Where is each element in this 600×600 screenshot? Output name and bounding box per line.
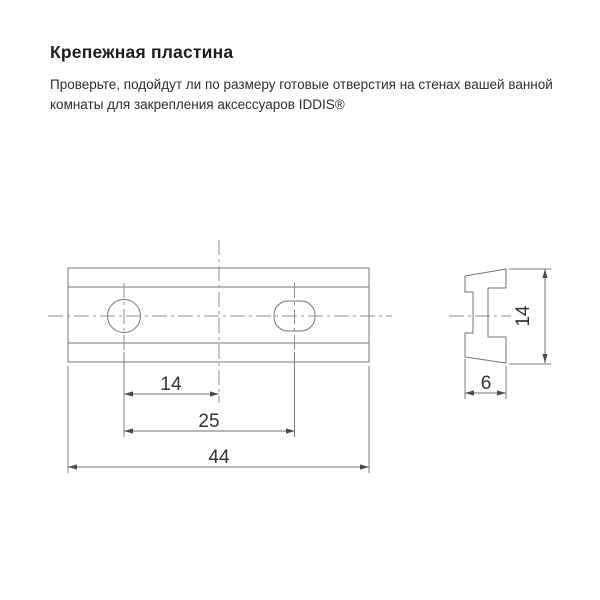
page-title: Крепежная пластина	[50, 42, 234, 62]
dimension-hole-spacing-label: 25	[198, 411, 220, 432]
page-description: Проверьте, подойдут ли по размеру готовые отверстия на стенах вашей ванной комнаты для закрепления аксессуаров IDDIS®	[50, 77, 553, 112]
dimension-thickness-label: 6	[480, 373, 492, 394]
arrow-14-right	[210, 391, 219, 396]
arrow-14side-bottom	[542, 354, 547, 363]
arrow-44-left	[68, 464, 77, 469]
arrow-25-left	[124, 428, 133, 433]
arrow-6-left	[465, 390, 474, 395]
arrow-14-left	[124, 391, 133, 396]
arrow-25-right	[286, 428, 295, 433]
arrow-14side-top	[542, 269, 547, 278]
dimension-labels	[160, 305, 534, 468]
dimension-height-label: 14	[513, 305, 534, 327]
arrow-6-right	[497, 390, 506, 395]
dimension-hole-to-center-label: 14	[160, 374, 182, 395]
extension-lines	[68, 269, 551, 473]
dimension-total-width-label: 44	[208, 447, 230, 468]
arrow-44-right	[360, 464, 369, 469]
dimension-arrows	[68, 269, 548, 470]
centerlines	[48, 240, 511, 403]
